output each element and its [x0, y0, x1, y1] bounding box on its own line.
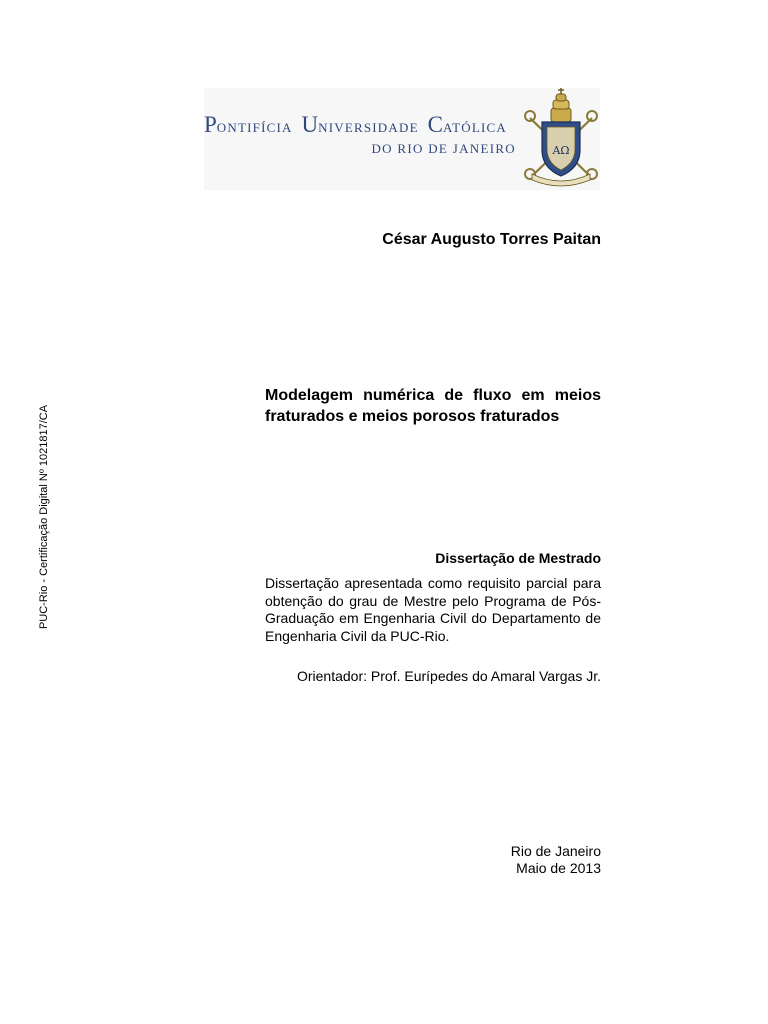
description-line: obtenção do grau de Mestre pelo Programa de Pós-: [265, 592, 601, 609]
degree-type: Dissertação de Mestrado: [435, 550, 601, 566]
institution-word-rest: NIVERSIDADE: [318, 120, 419, 135]
description-line: Graduação em Engenharia Civil do Departamento de: [265, 610, 601, 626]
date: Maio de 2013: [516, 860, 601, 876]
institution-logo: [204, 88, 600, 190]
university-crest-icon: [522, 88, 600, 190]
thesis-title-line: Modelagem numérica de fluxo em meios: [265, 387, 601, 404]
description-line: Dissertação apresentada como requisito parcial para: [265, 575, 601, 591]
institution-name-line2: DO RIO DE JANEIRO: [371, 141, 516, 156]
digital-certification-note: PUC-Rio - Certificação Digital Nº 1021817/CA: [38, 404, 50, 630]
dissertation-description: [265, 575, 601, 645]
institution-name-line1: PONTIFÍCIA UNIVERSIDADE CATÓLICA: [204, 112, 507, 137]
place-and-date: [511, 843, 601, 877]
thesis-title-line: fraturados e meios porosos fraturados: [265, 408, 560, 425]
description-line: Engenharia Civil da PUC-Rio.: [265, 627, 450, 644]
institution-word-rest: ONTIFÍCIA: [216, 120, 293, 135]
crest-letters: ΑΩ: [552, 144, 570, 157]
author-name: César Augusto Torres Paitan: [382, 231, 601, 248]
institution-word-rest: ATÓLICA: [442, 120, 507, 135]
place: Rio de Janeiro: [510, 843, 601, 859]
advisor-line: Orientador: Prof. Eurípedes do Amaral Vargas Jr.: [296, 668, 601, 684]
thesis-title: [265, 385, 601, 427]
